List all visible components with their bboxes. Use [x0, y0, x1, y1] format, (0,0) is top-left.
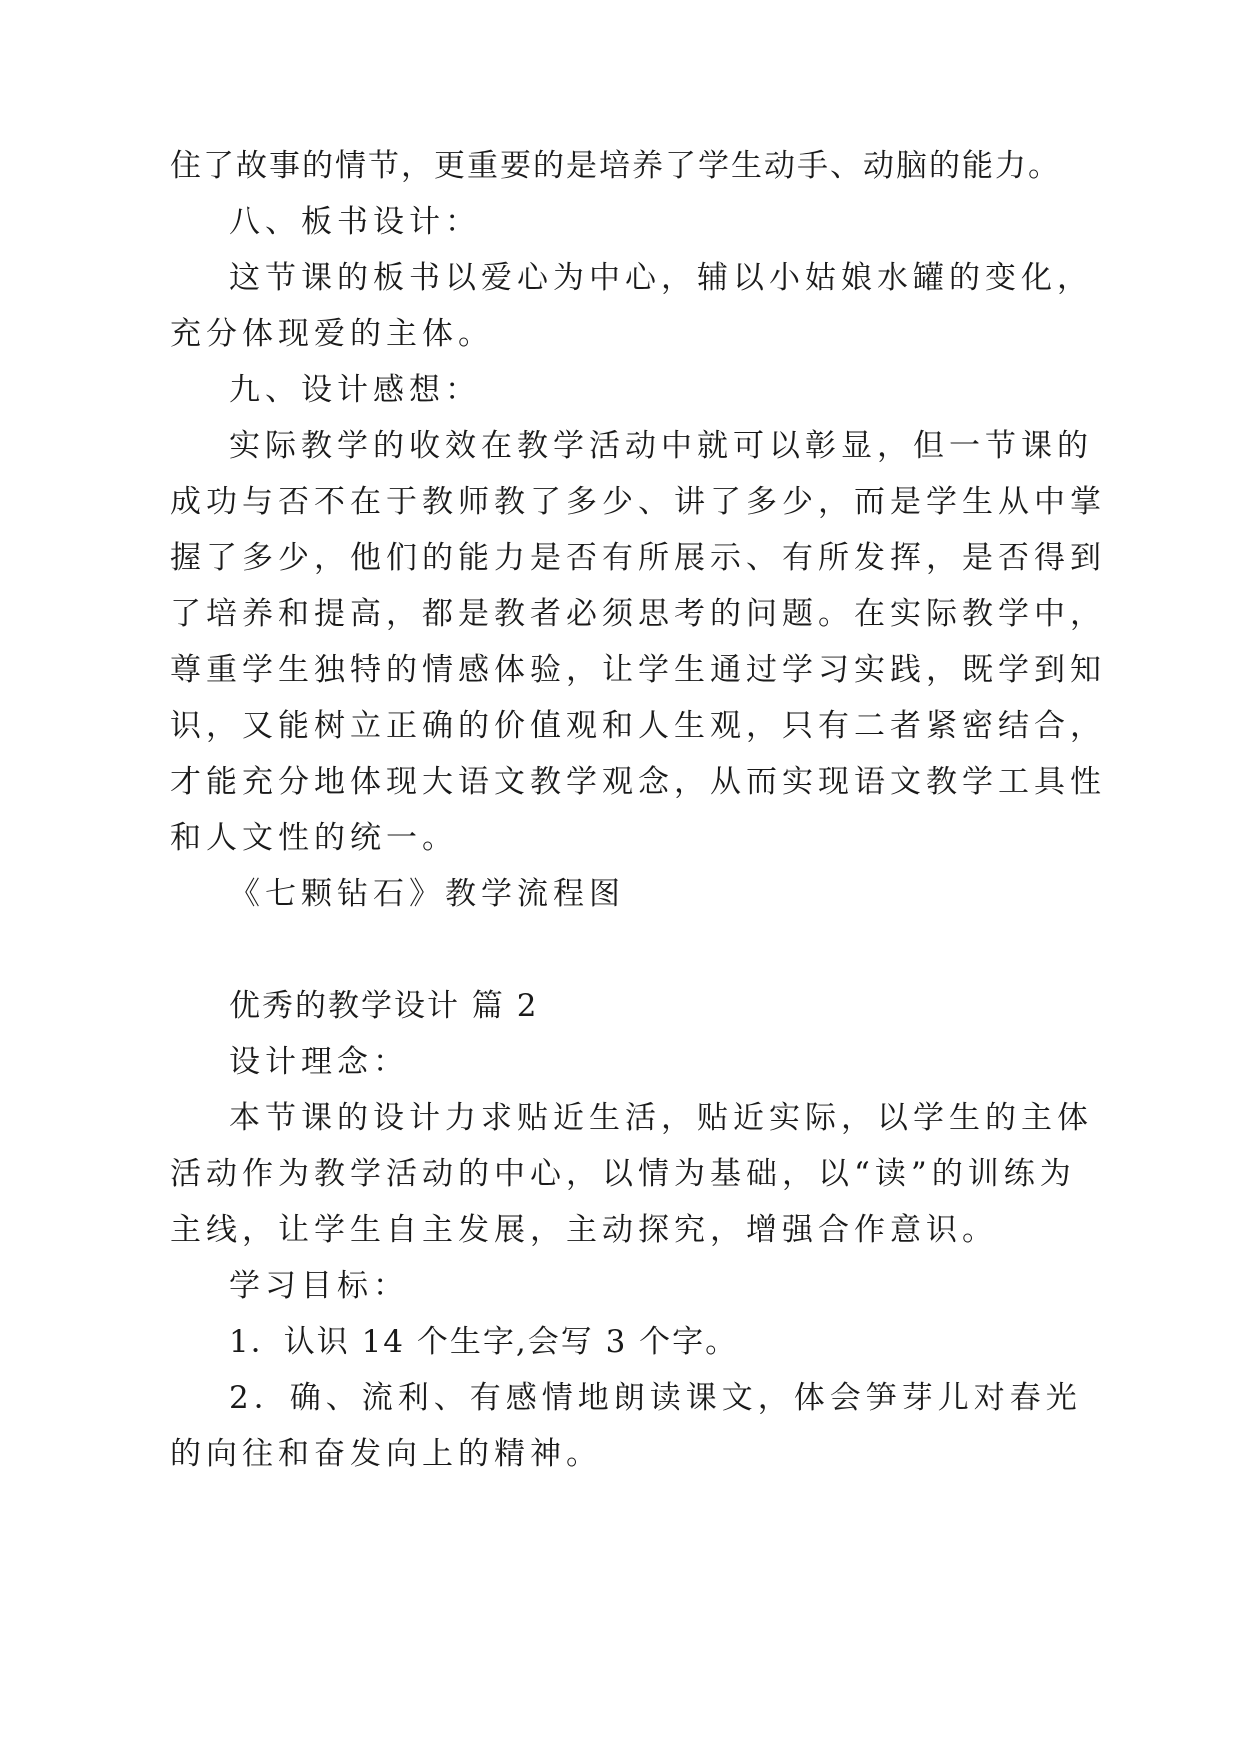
section-title: 优秀的教学设计 篇 2 — [229, 988, 539, 1024]
paragraph-line: 实际教学的收效在教学活动中就可以彰显，但一节课的 — [229, 428, 1093, 464]
section-heading: 设计理念： — [229, 1044, 409, 1080]
section-heading: 九、设计感想： — [229, 372, 481, 408]
paragraph-line: 住了故事的情节，更重要的是培养了学生动手、动脑的能力。 — [170, 148, 1061, 184]
paragraph-line: 识，又能树立正确的价值观和人生观，只有二者紧密结合， — [170, 708, 1106, 744]
paragraph-line: 本节课的设计力求贴近生活，贴近实际，以学生的主体 — [229, 1100, 1093, 1136]
paragraph-line: 了培养和提高，都是教者必须思考的问题。在实际教学中， — [170, 596, 1106, 632]
paragraph-line: 握了多少，他们的能力是否有所展示、有所发挥，是否得到 — [170, 540, 1106, 576]
paragraph-line: 和人文性的统一。 — [170, 820, 458, 856]
list-item: 2．确、流利、有感情地朗读课文，体会笋芽儿对春光 — [229, 1380, 1082, 1416]
paragraph-line: 这节课的板书以爱心为中心，辅以小姑娘水罐的变化， — [229, 260, 1093, 296]
paragraph-line: 活动作为教学活动的中心，以情为基础，以“读”的训练为 — [170, 1156, 1076, 1192]
paragraph-line: 才能充分地体现大语文教学观念，从而实现语文教学工具性 — [170, 764, 1106, 800]
paragraph-line: 主线，让学生自主发展，主动探究，增强合作意识。 — [170, 1212, 998, 1248]
paragraph-line: 尊重学生独特的情感体验，让学生通过学习实践，既学到知 — [170, 652, 1106, 688]
paragraph-line: 成功与否不在于教师教了多少、讲了多少，而是学生从中掌 — [170, 484, 1106, 520]
paragraph-line: 充分体现爱的主体。 — [170, 316, 494, 352]
paragraph-line: 的向往和奋发向上的精神。 — [170, 1436, 602, 1472]
section-heading: 八、板书设计： — [229, 204, 481, 240]
section-heading: 学习目标： — [229, 1268, 409, 1304]
figure-caption: 《七颗钻石》教学流程图 — [229, 876, 625, 912]
list-item: 1．认识 14 个生字,会写 3 个字。 — [229, 1324, 739, 1360]
